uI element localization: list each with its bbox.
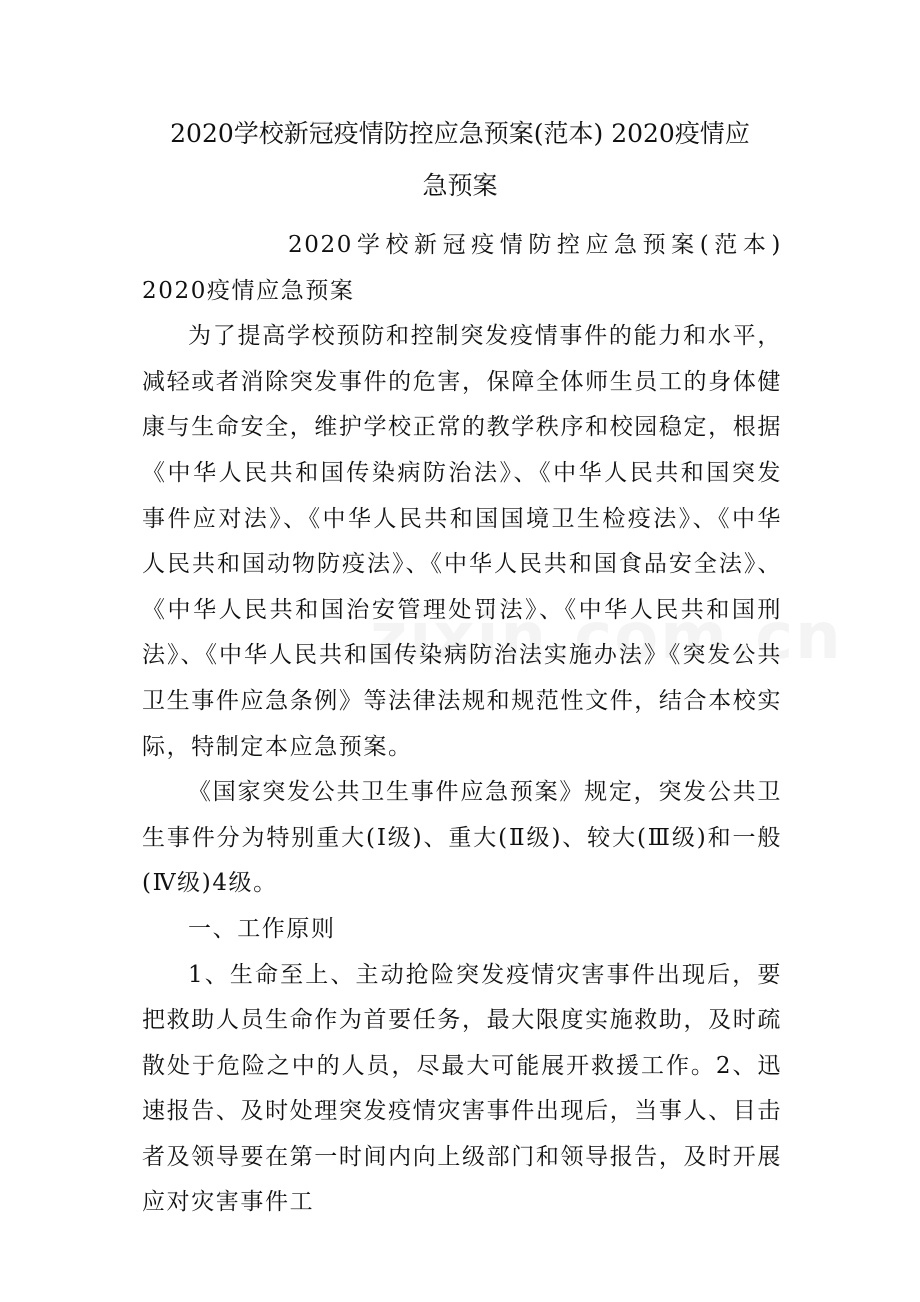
- title-line-2: 急预案: [422, 171, 498, 200]
- paragraph-principles: 1、生命至上、主动抢险突发疫情灾害事件出现后，要把救助人员生命作为首要任务，最大限度实施救助，及时疏散处于危险之中的人员，尽最大可能展开救援工作。2、迅速报告、及时处理突发疫情灾害事件出现后，当事人、目击者及领导要在第一时间内向上级部门和领导报告，及时开展应对灾害事件工: [142, 961, 782, 1216]
- document-subtitle: 2020学校新冠疫情防控应急预案(范本) 2020疫情应急预案: [142, 232, 782, 304]
- section-heading-principles: 一、工作原则: [188, 915, 336, 942]
- title-line-1: 2020学校新冠疫情防控应急预案(范本) 2020疫情应: [170, 119, 750, 148]
- document-title: [140, 108, 780, 212]
- document-body: [142, 223, 782, 1226]
- paragraph-intro: 为了提高学校预防和控制突发疫情事件的能力和水平，减轻或者消除突发事件的危害，保障全体师生员工的身体健康与生命安全，维护学校正常的教学秩序和校园稳定，根据《中华人民共和国传染病防治法》、《中华人民共和国突发事件应对法》、《中华人民共和国国境卫生检疫法》、《中华人民共和国动物防疫法》、《中华人民共和国食品安全法》、《中华人民共和国治安管理处罚法》、《中华人民共和国刑法》、《中华人民共和国传染病防治法实施办法》《突发公共卫生事件应急条例》等法律法规和规范性文件，结合本校实际，特制定本应急预案。: [142, 323, 782, 760]
- paragraph-levels: 《国家突发公共卫生事件应急预案》规定，突发公共卫生事件分为特别重大(Ⅰ级)、重大(Ⅱ级)、较大(Ⅲ级)和一般(Ⅳ级)4级。: [142, 779, 782, 897]
